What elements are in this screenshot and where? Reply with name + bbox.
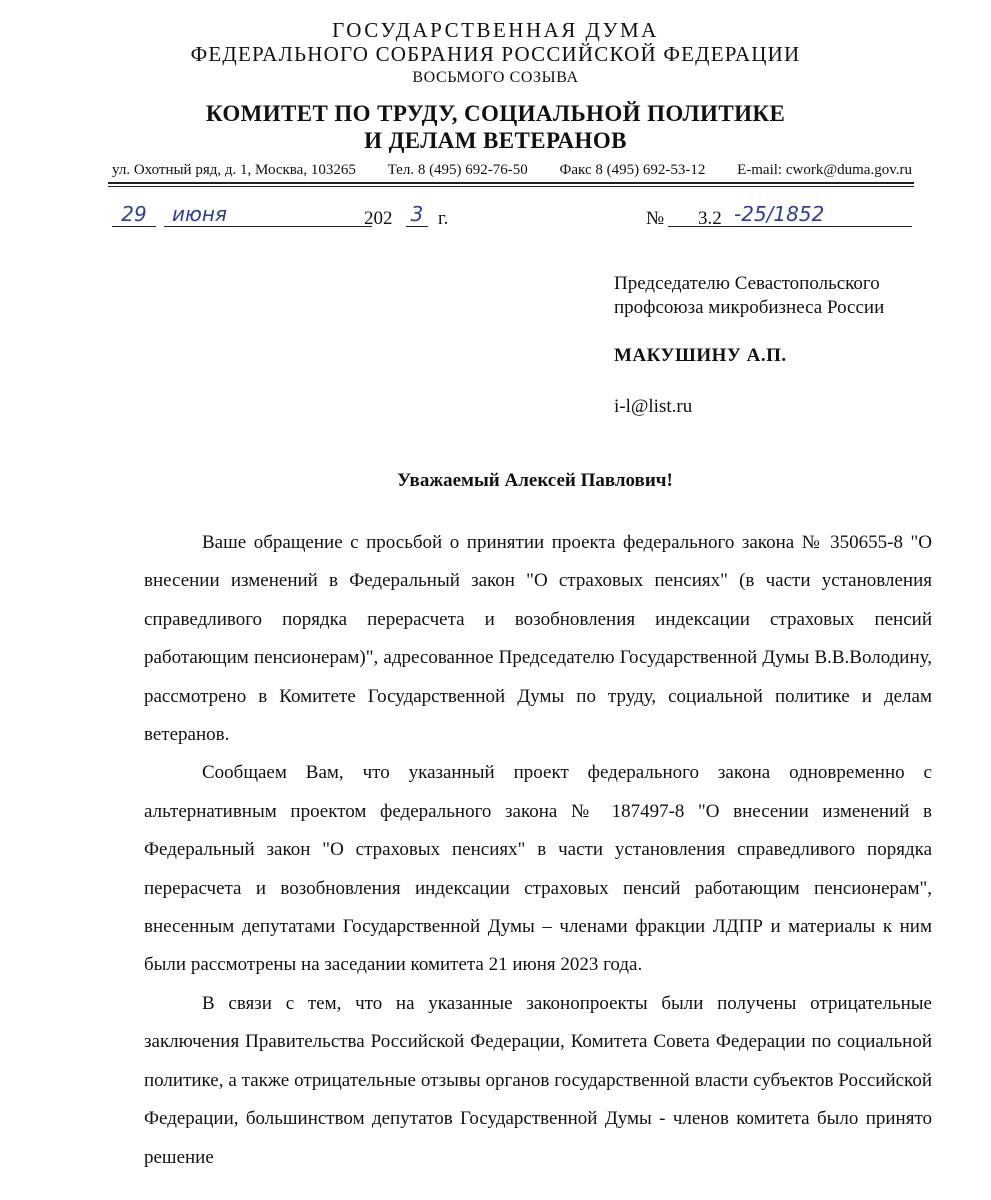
date-month: июня	[164, 202, 372, 227]
number-handwritten: -25/1852	[734, 202, 825, 226]
recipient-line1: Председателю Севастопольского	[614, 273, 880, 294]
postal-address: ул. Охотный ряд, д. 1, Москва, 103265	[112, 162, 356, 178]
date-number-row	[108, 200, 914, 234]
header-duma: ГОСУДАРСТВЕННАЯ ДУМА	[332, 18, 659, 42]
recipient-title	[614, 272, 884, 320]
date-g: г.	[438, 208, 449, 229]
number-prefix: 3.2	[698, 208, 722, 229]
header-federal-assembly: ФЕДЕРАЛЬНОГО СОБРАНИЯ РОССИЙСКОЙ ФЕДЕРАЦИИ	[190, 42, 801, 66]
number-label: №	[646, 208, 665, 229]
contact-line	[112, 162, 912, 179]
paragraph-2: Сообщаем Вам, что указанный проект федерального закона одновременно с альтернативным проектом федерального закона № 187497-8 "О внесении изменений в Федеральный закон "О страховых пенсиях" в части установления справедливого порядка перерасчета и возобновления индексации страховых пенсий работающим пенсионерам", внесенным депутатами Государственной Думы – членами фракции ЛДПР и материалы к ним были рассмотрены на заседании комитета 21 июня 2023 года.	[144, 762, 932, 976]
header-rule-thin	[108, 186, 914, 187]
recipient-email: i-l@list.ru	[614, 396, 693, 417]
date-day: 29	[112, 202, 156, 227]
letter-body	[144, 524, 932, 1177]
recipient-line2: профсоюза микробизнеса России	[614, 297, 885, 318]
header-convocation: ВОСЬМОГО СОЗЫВА	[412, 69, 579, 86]
fax-number: Факс 8 (495) 692-53-12	[559, 162, 706, 178]
header-rule-thick	[108, 182, 914, 184]
paragraph-1: Ваше обращение с просьбой о принятии проекта федерального закона № 350655-8 "О внесении изменений в Федеральный закон "О страховых пенсиях" (в части установления справедливого порядка перерасчета и возобновления индексации страховых пенсий работающим пенсионерам)", адресованное Председателю Государственной Думы В.В.Володину, рассмотрено в Комитете Государственной Думы по труду, социальной политике и делам ветеранов.	[144, 532, 932, 746]
recipient-name: МАКУШИНУ А.П.	[614, 345, 787, 366]
contact-email: E-mail: cwork@duma.gov.ru	[737, 162, 912, 178]
phone-number: Тел. 8 (495) 692-76-50	[387, 162, 528, 178]
committee-title-line2: И ДЕЛАМ ВЕТЕРАНОВ	[364, 128, 627, 153]
document-number	[668, 202, 912, 227]
date-year-prefix: 202	[364, 208, 393, 229]
date-year-suffix: 3	[406, 202, 428, 227]
salutation: Уважаемый Алексей Павлович!	[397, 470, 673, 491]
paragraph-3: В связи с тем, что на указанные законопроекты были получены отрицательные заключения Правительства Российской Федерации, Комитета Совета Федерации по социальной политике, а также отрицательные отзывы органов государственной власти субъектов Российской Федерации, большинством депутатов Государственной Думы - членов комитета было принято решение	[144, 992, 932, 1168]
committee-title-line1: КОМИТЕТ ПО ТРУДУ, СОЦИАЛЬНОЙ ПОЛИТИКЕ	[205, 101, 786, 126]
